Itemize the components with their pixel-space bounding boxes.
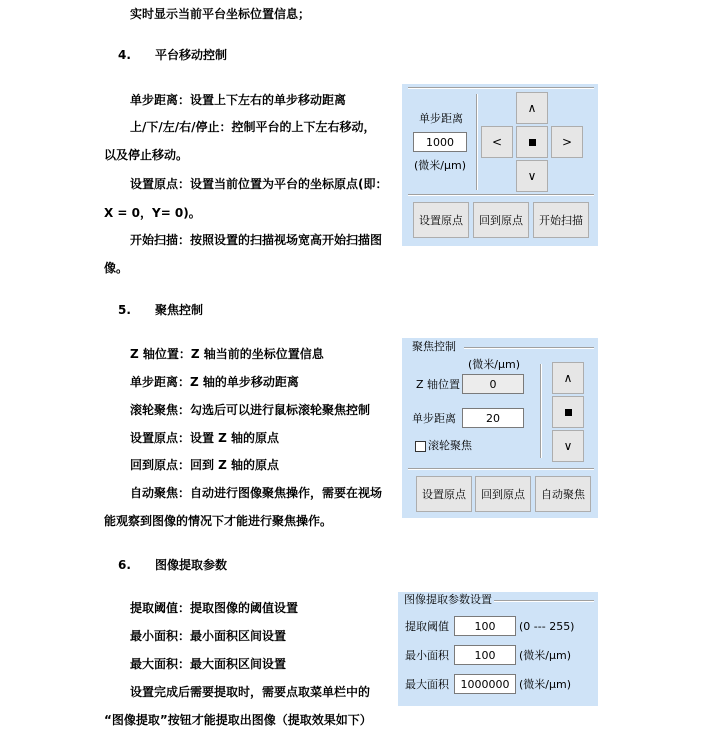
sec4-line: 开始扫描：按照设置的扫描视场宽高开始扫描图 bbox=[130, 233, 383, 247]
focus-group-title: 聚焦控制 bbox=[412, 340, 456, 353]
sec6-line: “图像提取”按钮才能提取出图像（提取效果如下） bbox=[104, 713, 372, 727]
set-z-origin-button[interactable]: 设置原点 bbox=[416, 476, 472, 512]
stop-button[interactable] bbox=[516, 126, 548, 158]
sec5-line: 能观察到图像的情况下才能进行聚焦操作。 bbox=[104, 514, 333, 528]
image-extract-panel bbox=[398, 592, 598, 706]
return-origin-button[interactable]: 回到原点 bbox=[473, 202, 529, 238]
section-4-title: 平台移动控制 bbox=[155, 48, 228, 62]
z-position-field: 0 bbox=[462, 374, 524, 394]
divider bbox=[540, 364, 542, 458]
threshold-input[interactable]: 100 bbox=[454, 616, 516, 636]
return-z-origin-button[interactable]: 回到原点 bbox=[475, 476, 531, 512]
section-6-number: 6. bbox=[118, 558, 131, 572]
max-area-label: 最大面积 bbox=[405, 678, 449, 691]
sec6-line: 设置完成后需要提取时，需要点取菜单栏中的 bbox=[130, 685, 371, 699]
sec5-line: 滚轮聚焦：勾选后可以进行鼠标滚轮聚焦控制 bbox=[130, 403, 371, 417]
threshold-range-label: (0 --- 255) bbox=[519, 620, 575, 633]
step-distance-input[interactable]: 1000 bbox=[413, 132, 467, 152]
z-position-label: Z 轴位置 bbox=[416, 378, 461, 391]
move-up-button[interactable] bbox=[516, 92, 548, 124]
intro-line: 实时显示当前平台坐标位置信息； bbox=[130, 7, 311, 21]
set-origin-button[interactable]: 设置原点 bbox=[413, 202, 469, 238]
chevron-left-icon: < bbox=[491, 135, 503, 149]
focus-stop-button[interactable] bbox=[552, 396, 584, 428]
divider bbox=[494, 600, 594, 602]
step-distance-label: 单步距离 bbox=[412, 412, 456, 425]
sec5-line: 自动聚焦：自动进行图像聚焦操作，需要在视场 bbox=[130, 486, 383, 500]
wheel-focus-label: 滚轮聚焦 bbox=[428, 439, 472, 452]
sec4-line: 设置原点：设置当前位置为平台的坐标原点(即： bbox=[130, 177, 388, 191]
sec5-line: Z 轴位置：Z 轴当前的坐标位置信息 bbox=[130, 347, 324, 361]
chevron-up-icon: ∧ bbox=[527, 101, 537, 115]
section-5-title: 聚焦控制 bbox=[155, 303, 204, 317]
sec4-line: 单步距离：设置上下左右的单步移动距离 bbox=[130, 93, 347, 107]
step-distance-label: 单步距离 bbox=[419, 112, 463, 125]
sec6-line: 提取阈值：提取图像的阈值设置 bbox=[130, 601, 299, 615]
threshold-label: 提取阈值 bbox=[405, 620, 449, 633]
move-down-button[interactable] bbox=[516, 160, 548, 192]
stop-icon bbox=[529, 139, 536, 146]
divider bbox=[408, 194, 594, 196]
stop-icon bbox=[565, 409, 572, 416]
divider bbox=[408, 87, 594, 89]
sec4-line: 像。 bbox=[104, 261, 129, 275]
move-left-button[interactable] bbox=[481, 126, 513, 158]
wheel-focus-checkbox[interactable] bbox=[415, 441, 426, 452]
sec5-line: 单步距离：Z 轴的单步移动距离 bbox=[130, 375, 299, 389]
divider bbox=[408, 468, 594, 470]
sec6-line: 最小面积：最小面积区间设置 bbox=[130, 629, 287, 643]
step-distance-input[interactable]: 20 bbox=[462, 408, 524, 428]
extract-group-title: 图像提取参数设置 bbox=[404, 593, 492, 606]
section-5-number: 5. bbox=[118, 303, 131, 317]
focus-down-button[interactable] bbox=[552, 430, 584, 462]
sec5-line: 设置原点：设置 Z 轴的原点 bbox=[130, 431, 280, 445]
divider bbox=[476, 94, 478, 190]
chevron-right-icon: > bbox=[561, 135, 573, 149]
sec4-line: X = 0，Y= 0)。 bbox=[104, 206, 201, 220]
unit-label: (微米/μm) bbox=[468, 358, 521, 371]
sec4-line: 上/下/左/右/停止：控制平台的上下左右移动， bbox=[130, 120, 376, 134]
move-right-button[interactable] bbox=[551, 126, 583, 158]
auto-focus-button[interactable]: 自动聚焦 bbox=[535, 476, 591, 512]
section-4-number: 4. bbox=[118, 48, 131, 62]
start-scan-button[interactable]: 开始扫描 bbox=[533, 202, 589, 238]
max-area-unit: (微米/μm) bbox=[519, 678, 572, 691]
unit-label: (微米/μm) bbox=[414, 159, 467, 172]
sec5-line: 回到原点：回到 Z 轴的原点 bbox=[130, 458, 280, 472]
min-area-label: 最小面积 bbox=[405, 649, 449, 662]
section-6-title: 图像提取参数 bbox=[155, 558, 228, 572]
chevron-up-icon: ∧ bbox=[563, 371, 573, 385]
max-area-input[interactable]: 1000000 bbox=[454, 674, 516, 694]
sec4-line: 以及停止移动。 bbox=[104, 148, 189, 162]
min-area-input[interactable]: 100 bbox=[454, 645, 516, 665]
focus-control-panel bbox=[402, 338, 598, 518]
platform-move-panel bbox=[402, 84, 598, 246]
divider bbox=[464, 347, 594, 349]
sec6-line: 最大面积：最大面积区间设置 bbox=[130, 657, 287, 671]
chevron-down-icon: ∨ bbox=[563, 439, 573, 453]
chevron-down-icon: ∨ bbox=[527, 169, 537, 183]
min-area-unit: (微米/μm) bbox=[519, 649, 572, 662]
focus-up-button[interactable] bbox=[552, 362, 584, 394]
